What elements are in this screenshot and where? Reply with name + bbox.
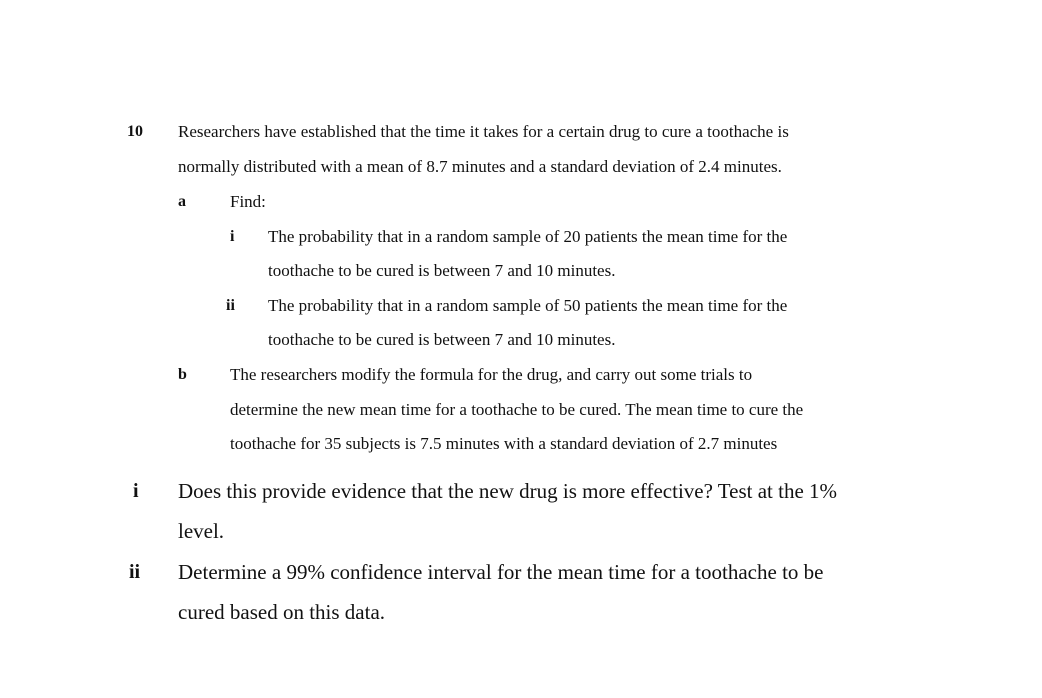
question-number: 10 (127, 123, 143, 140)
part-b-i-line-1: Does this provide evidence that the new drug is more effective? Test at the 1% (178, 479, 838, 503)
part-b-ii-label: ii (129, 561, 141, 583)
part-a-i-label: i (230, 228, 235, 245)
part-b-i-line-2: level. (178, 519, 225, 543)
part-b-label: b (178, 366, 187, 383)
part-a-ii-line-1: The probability that in a random sample of 50 patients the mean time for the (268, 296, 788, 315)
part-a-ii-label: ii (226, 297, 235, 314)
part-b-line-3: toothache for 35 subjects is 7.5 minutes with a standard deviation of 2.7 minutes (230, 434, 778, 453)
part-b-line-1: The researchers modify the formula for the drug, and carry out some trials to (230, 365, 753, 384)
part-b-ii-line-2: cured based on this data. (178, 600, 386, 624)
part-b-i-label: i (133, 480, 139, 502)
part-b-ii-line-1: Determine a 99% confidence interval for the mean time for a toothache to be (178, 560, 824, 584)
part-a-i-line-1: The probability that in a random sample of 20 patients the mean time for the (268, 227, 788, 246)
part-a-text: Find: (230, 192, 266, 211)
question-stem-line-2: normally distributed with a mean of 8.7 minutes and a standard deviation of 2.4 minutes. (178, 157, 782, 176)
part-b-line-2: determine the new mean time for a toothache to be cured. The mean time to cure the (230, 400, 804, 419)
part-a-ii-line-2: toothache to be cured is between 7 and 10 minutes. (268, 330, 616, 349)
part-a-label: a (178, 193, 186, 210)
question-stem-line-1: Researchers have established that the time it takes for a certain drug to cure a toothache is (178, 122, 789, 141)
part-a-i-line-2: toothache to be cured is between 7 and 10 minutes. (268, 261, 616, 280)
